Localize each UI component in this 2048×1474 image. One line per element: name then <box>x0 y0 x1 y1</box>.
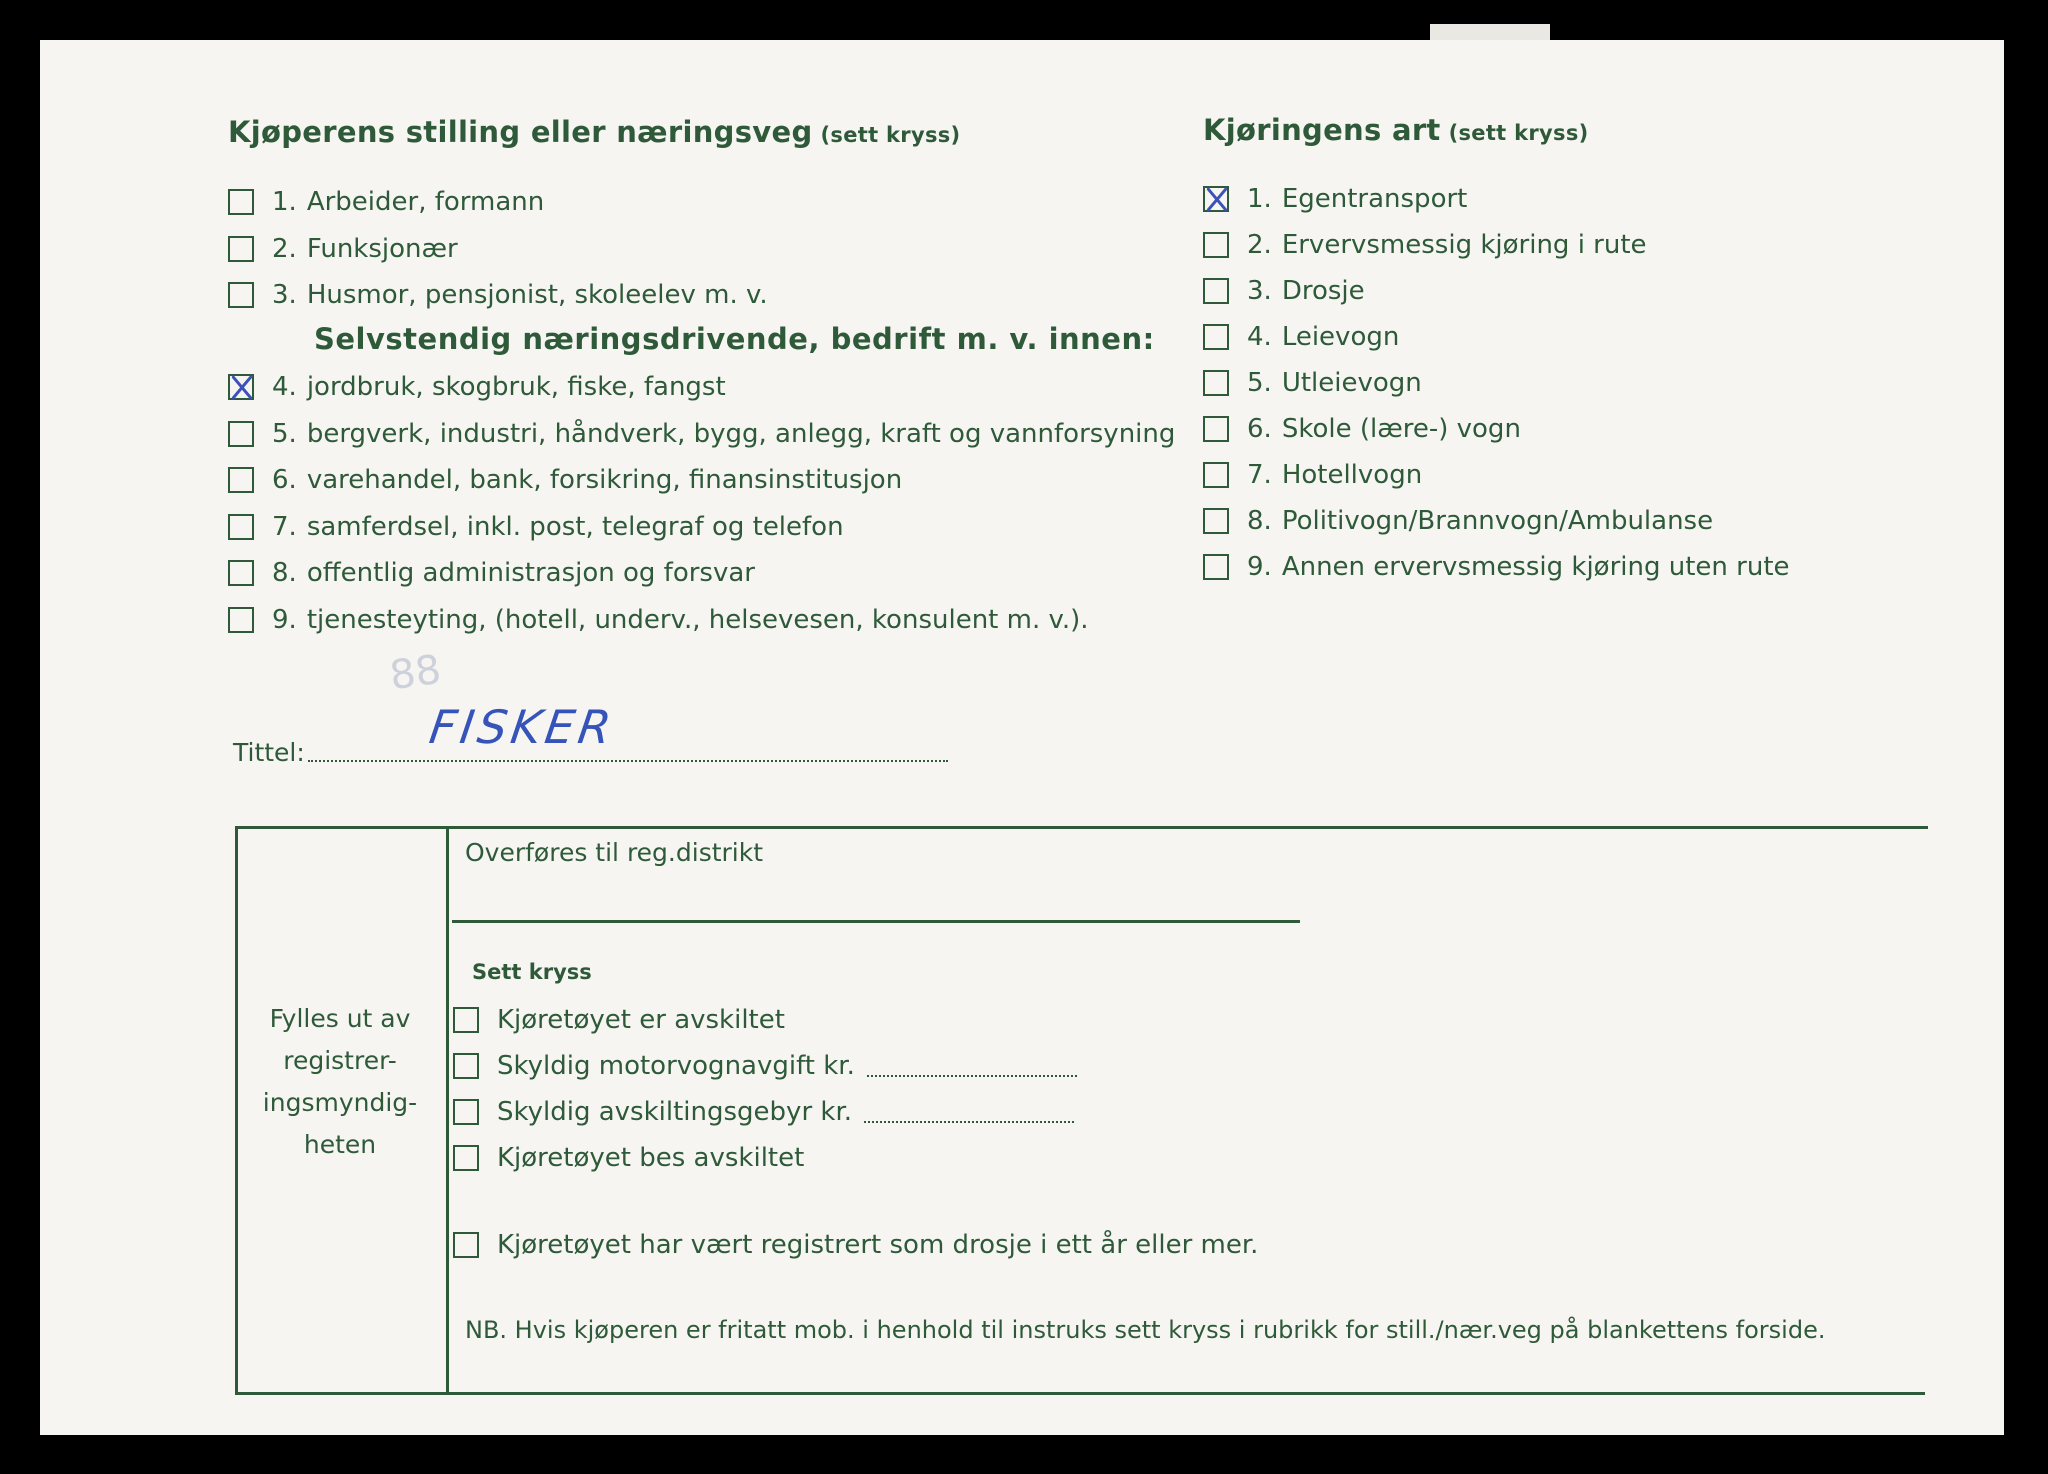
item-label: Funksjonær <box>306 233 458 264</box>
right-heading <box>1203 113 1589 147</box>
checkbox[interactable] <box>1203 278 1229 304</box>
occupation-list-a <box>228 185 768 325</box>
driving-type-list <box>1203 182 1790 596</box>
right-heading-note: (sett kryss) <box>1448 121 1589 145</box>
registry-divider <box>446 826 449 1395</box>
amount-dotted-line[interactable] <box>867 1055 1077 1077</box>
occupation-list-b <box>228 370 1175 649</box>
checkbox[interactable] <box>1203 508 1229 534</box>
item-number: 5. <box>272 418 297 449</box>
item-number: 6. <box>1247 414 1272 444</box>
item-label: varehandel, bank, forsikring, finansinstitusjon <box>306 465 903 495</box>
item-label: Utleievogn <box>1281 368 1422 398</box>
item-number: 1. <box>1247 184 1272 214</box>
checkbox[interactable] <box>228 467 254 493</box>
item-label: Politivogn/Brannvogn/Ambulanse <box>1281 506 1714 536</box>
check-item[interactable] <box>1203 550 1790 584</box>
checkbox[interactable] <box>1203 370 1229 396</box>
item-number: 4. <box>272 372 297 402</box>
title-label: Tittel: <box>233 738 305 767</box>
item-number: 4. <box>1247 322 1272 352</box>
registry-check-label: Skyldig avskiltingsgebyr kr. <box>497 1097 853 1127</box>
checkbox[interactable] <box>1203 186 1229 212</box>
checkbox[interactable] <box>228 607 254 633</box>
check-item[interactable] <box>1203 182 1790 216</box>
item-number: 7. <box>272 511 297 542</box>
item-number: 1. <box>272 187 297 217</box>
check-item[interactable] <box>1203 458 1790 492</box>
drosje-checkbox[interactable] <box>453 1232 479 1258</box>
checkbox[interactable] <box>228 282 254 308</box>
item-number: 3. <box>272 280 297 310</box>
item-label: Hotellvogn <box>1281 460 1423 490</box>
transfer-label: Overføres til reg.distrikt <box>465 838 764 867</box>
checkbox[interactable] <box>228 189 254 215</box>
checkbox[interactable] <box>453 1099 479 1125</box>
item-number: 7. <box>1247 460 1272 490</box>
drosje-check-row[interactable] <box>453 1228 1258 1262</box>
check-item[interactable] <box>228 185 768 219</box>
check-item[interactable] <box>1203 274 1790 308</box>
drosje-check-label: Kjøretøyet har vært registrert som drosje i ett år eller mer. <box>497 1230 1259 1260</box>
left-heading <box>228 115 960 149</box>
item-label: offentlig administrasjon og forsvar <box>306 558 755 588</box>
checkbox[interactable] <box>228 560 254 586</box>
check-item[interactable] <box>1203 366 1790 400</box>
item-label: bergverk, industri, håndverk, bygg, anlegg, kraft og vannforsyning <box>306 418 1176 449</box>
registry-check-item[interactable] <box>453 1095 1077 1129</box>
registry-check-list <box>453 1003 1077 1187</box>
item-label: Arbeider, formann <box>306 187 545 217</box>
title-dotted-line <box>308 760 948 762</box>
checkbox[interactable] <box>228 514 254 540</box>
checkbox[interactable] <box>1203 416 1229 442</box>
registry-top-border <box>235 826 1928 829</box>
item-label: samferdsel, inkl. post, telegraf og telefon <box>306 511 844 542</box>
item-label: Leievogn <box>1281 322 1400 352</box>
item-number: 5. <box>1247 368 1272 398</box>
item-label: Husmor, pensjonist, skoleelev m. v. <box>306 280 768 310</box>
checkbox[interactable] <box>453 1007 479 1033</box>
checkbox[interactable] <box>228 236 254 262</box>
registry-check-item[interactable] <box>453 1141 1077 1175</box>
registry-check-item[interactable] <box>453 1049 1077 1083</box>
bleed-through-mark: 88 <box>387 646 444 700</box>
check-item[interactable] <box>228 510 1175 544</box>
registry-bottom-border <box>235 1392 1925 1395</box>
item-number: 3. <box>1247 276 1272 306</box>
check-item[interactable] <box>1203 504 1790 538</box>
left-heading-note: (sett kryss) <box>820 123 961 147</box>
checkbox[interactable] <box>228 374 254 400</box>
registry-check-label: Skyldig motorvognavgift kr. <box>497 1051 855 1081</box>
check-item[interactable] <box>1203 228 1790 262</box>
check-item[interactable] <box>228 603 1175 637</box>
item-label: Drosje <box>1281 276 1365 306</box>
registry-check-label: Kjøretøyet er avskiltet <box>497 1005 785 1035</box>
registry-left-border <box>235 826 238 1395</box>
check-item[interactable] <box>1203 412 1790 446</box>
check-item[interactable] <box>228 232 768 266</box>
item-number: 2. <box>1247 230 1272 260</box>
checkbox[interactable] <box>453 1145 479 1171</box>
check-item[interactable] <box>228 463 1175 497</box>
check-item[interactable] <box>228 417 1175 451</box>
checkbox[interactable] <box>228 421 254 447</box>
item-label: tjenesteyting, (hotell, underv., helsevesen, konsulent m. v.). <box>306 604 1089 635</box>
nb-note: NB. Hvis kjøperen er fritatt mob. i henhold til instruks sett kryss i rubrikk for still./nær.veg på blankettens forside. <box>465 1316 1826 1344</box>
item-number: 9. <box>1247 552 1272 582</box>
check-item[interactable] <box>228 278 768 312</box>
checkbox[interactable] <box>453 1053 479 1079</box>
checkbox[interactable] <box>1203 554 1229 580</box>
item-number: 2. <box>272 233 297 264</box>
item-label: Ervervsmessig kjøring i rute <box>1281 230 1647 260</box>
right-heading-text: Kjøringens art <box>1203 113 1441 147</box>
title-handwritten-value[interactable]: FISKER <box>426 700 619 754</box>
registry-check-item[interactable] <box>453 1003 1077 1037</box>
checkbox[interactable] <box>1203 324 1229 350</box>
item-label: jordbruk, skogbruk, fiske, fangst <box>306 372 726 402</box>
checkbox[interactable] <box>1203 462 1229 488</box>
transfer-underline <box>452 920 1300 923</box>
item-number: 9. <box>272 604 297 635</box>
check-item[interactable] <box>1203 320 1790 354</box>
check-item[interactable] <box>228 556 1175 590</box>
checkbox[interactable] <box>1203 232 1229 258</box>
registry-check-label: Kjøretøyet bes avskiltet <box>497 1143 805 1173</box>
left-heading-text: Kjøperens stilling eller næringsveg <box>228 115 813 149</box>
item-label: Skole (lære-) vogn <box>1281 414 1521 444</box>
amount-dotted-line[interactable] <box>864 1101 1074 1123</box>
item-label: Annen ervervsmessig kjøring uten rute <box>1281 552 1790 582</box>
item-number: 8. <box>272 558 297 588</box>
self-employed-subheading: Selvstendig næringsdrivende, bedrift m. v. innen: <box>314 322 1155 356</box>
registry-side-label-text: Fylles ut av registrer-ingsmyndig-heten <box>262 1004 418 1159</box>
check-item[interactable] <box>228 370 1175 404</box>
item-label: Egentransport <box>1281 184 1468 214</box>
registry-side-label <box>240 998 440 1166</box>
item-number: 8. <box>1247 506 1272 536</box>
item-number: 6. <box>272 465 297 495</box>
cross-label: Sett kryss <box>472 960 592 984</box>
